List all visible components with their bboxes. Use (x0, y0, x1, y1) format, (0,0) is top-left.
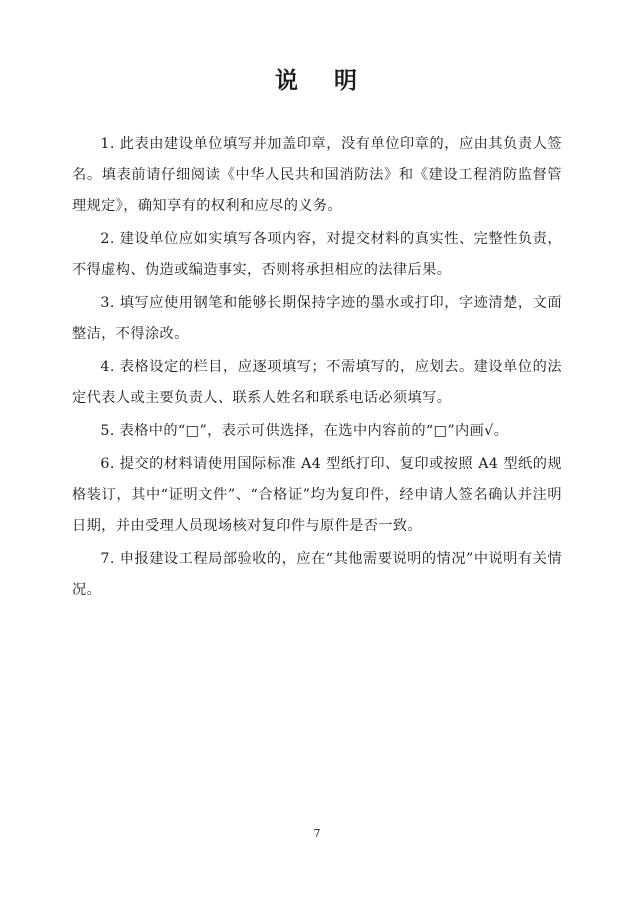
instruction-paragraph: 2. 建设单位应如实填写各项内容，对提交材料的真实性、完整性负责，不得虚构、伪造或编造事实，否则将承担相应的法律后果。 (72, 231, 562, 278)
instructions-body (72, 129, 562, 606)
instruction-paragraph: 3. 填写应使用钢笔和能够长期保持字迹的墨水或打印，字迹清楚，文面整洁，不得涂改。 (72, 295, 562, 342)
page-title-right: 明 (334, 67, 359, 94)
instruction-paragraph: 5. 表格中的“□”，表示可供选择，在选中内容前的“□”内画√。 (100, 423, 509, 439)
instruction-paragraph: 7. 申报建设工程局部验收的，应在“其他需要说明的情况”中说明有关情况。 (72, 551, 562, 598)
page-title-left: 说 (275, 67, 300, 94)
instruction-paragraph: 4. 表格设定的栏目，应逐项填写；不需填写的，应划去。建设单位的法定代表人或主要负责人、联系人姓名和联系电话必须填写。 (72, 359, 562, 406)
instruction-paragraph: 6. 提交的材料请使用国际标准 A4 型纸打印、复印或按照 A4 型纸的规格装订，其中“证明文件”、“合格证”均为复印件，经申请人签名确认并注明日期，并由受理人员现场核对复印件与原件是否一致。 (72, 456, 562, 534)
page-title (72, 0, 562, 95)
instruction-paragraph: 1. 此表由建设单位填写并加盖印章，没有单位印章的，应由其负责人签名。填表前请仔细阅读《中华人民共和国消防法》和《建设工程消防监督管理规定》，确知享有的权利和应尽的义务。 (72, 136, 562, 214)
page-number: 7 (313, 827, 321, 840)
